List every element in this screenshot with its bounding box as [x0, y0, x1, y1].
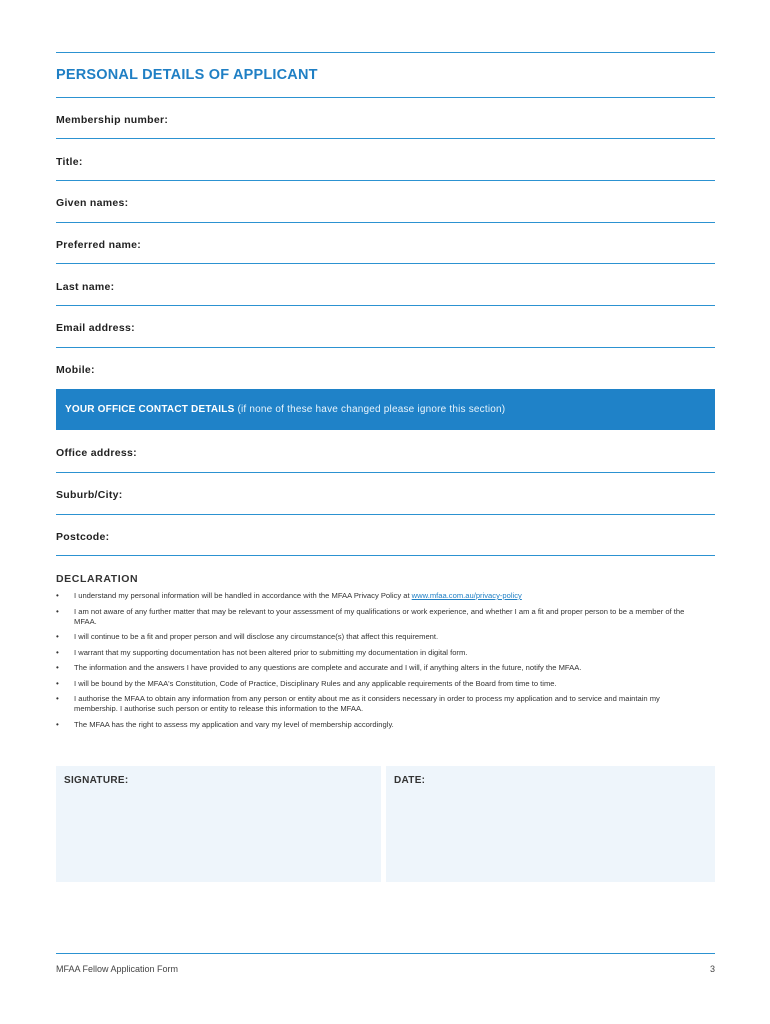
given-names-field[interactable]: Given names:: [56, 197, 129, 209]
footer-form-name: MFAA Fellow Application Form: [56, 964, 179, 974]
preferred-name-field[interactable]: Preferred name:: [56, 239, 142, 251]
signature-label: SIGNATURE:: [64, 775, 129, 786]
declaration-title: DECLARATION: [56, 573, 139, 585]
footer-divider: [56, 953, 715, 954]
declaration-text: I will continue to be a fit and proper person and will disclose any circumstance(s) that affect this requirement.: [74, 632, 439, 641]
list-item: • I will continue to be a fit and proper person and will disclose any circumstance(s) that affect this requirement.: [56, 632, 439, 641]
office-contact-heading: YOUR OFFICE CONTACT DETAILS: [65, 404, 235, 415]
title-field[interactable]: Title:: [56, 156, 83, 168]
declaration-text: I will be bound by the MFAA's Constitution, Code of Practice, Disciplinary Rules and any applicable requirements of the Board from time to time.: [74, 678, 557, 688]
privacy-policy-link[interactable]: www.mfaa.com.au/privacy-policy: [411, 591, 522, 600]
list-item: • I understand my personal information will be handled in accordance with the MFAA Privacy Policy at www.mfaa.com.au/privacy-policy: [56, 591, 522, 600]
mobile-field[interactable]: Mobile:: [56, 364, 95, 376]
declaration-list: [56, 591, 696, 735]
divider: [56, 180, 715, 181]
membership-number-field[interactable]: Membership number:: [56, 114, 169, 126]
declaration-text: I warrant that my supporting documentation has not been altered prior to submitting my documentation in digital form.: [74, 647, 468, 657]
office-contact-note: (if none of these have changed please ignore this section): [237, 404, 506, 415]
divider: [56, 138, 715, 139]
office-address-field[interactable]: Office address:: [56, 447, 137, 459]
divider: [56, 97, 715, 98]
list-item: • I authorise the MFAA to obtain any information from any person or entity about me as it considers necessary in order to process my application and to service and maintain my membership. I authorise such person or entity to release this information to the MFAA.: [56, 694, 660, 713]
page-number: 3: [709, 964, 715, 974]
declaration-text: The MFAA has the right to assess my application and vary my level of membership accordingly.: [74, 719, 394, 729]
list-item: • I will be bound by the MFAA's Constitution, Code of Practice, Disciplinary Rules and any applicable requirements of the Board from time to time.: [56, 678, 557, 688]
declaration-text: I understand my personal information will be handled in accordance with the MFAA Privacy Policy at: [74, 591, 412, 600]
divider: [56, 514, 715, 515]
top-divider: [56, 52, 715, 53]
declaration-text: The information and the answers I have provided to any questions are complete and accurate and I will, if anything alters in the future, notify the MFAA.: [74, 663, 582, 672]
last-name-field[interactable]: Last name:: [56, 281, 115, 293]
email-address-field[interactable]: Email address:: [56, 322, 135, 334]
signature-box[interactable]: [56, 766, 381, 882]
divider: [56, 555, 715, 556]
date-box[interactable]: [386, 766, 715, 882]
postcode-field[interactable]: Postcode:: [56, 531, 110, 543]
declaration-text: I am not aware of any further matter that may be relevant to your assessment of my qualifications or work experience, and whether I am a fit and proper person to be a member of the MFAA.: [74, 606, 685, 626]
divider: [56, 263, 715, 264]
divider: [56, 305, 715, 306]
divider: [56, 347, 715, 348]
date-label: DATE:: [394, 775, 426, 786]
list-item: • I warrant that my supporting documentation has not been altered prior to submitting my documentation in digital form.: [56, 647, 468, 657]
suburb-city-field[interactable]: Suburb/City:: [56, 489, 123, 501]
list-item: • The information and the answers I have provided to any questions are complete and accurate and I will, if anything alters in the future, notify the MFAA.: [56, 663, 582, 672]
declaration-text: I authorise the MFAA to obtain any information from any person or entity about me as it considers necessary in order to process my application and to service and maintain my membership. I authorise such person or entity to release this information to the MFAA.: [74, 694, 660, 713]
list-item: • I am not aware of any further matter that may be relevant to your assessment of my qualifications or work experience, and whether I am a fit and proper person to be a member of the MFAA.: [56, 606, 685, 626]
section-title: PERSONAL DETAILS OF APPLICANT: [56, 67, 318, 83]
office-contact-band: [56, 389, 715, 430]
list-item: • The MFAA has the right to assess my application and vary my level of membership accordingly.: [56, 719, 394, 729]
divider: [56, 472, 715, 473]
divider: [56, 222, 715, 223]
